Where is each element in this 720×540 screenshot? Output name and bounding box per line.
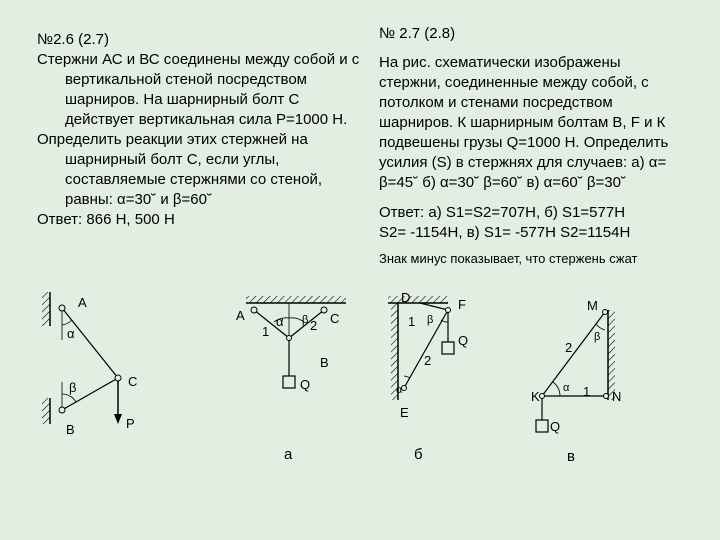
- angle-arc-beta: [62, 394, 76, 402]
- weight-Q-c: [536, 420, 548, 432]
- rod-D-F-b: [420, 303, 448, 310]
- hinge-B: [59, 407, 65, 413]
- label-E-b: E: [400, 405, 409, 420]
- figure-c: [531, 298, 621, 465]
- hinge-M-c: [603, 310, 608, 315]
- hinge-N-c: [604, 394, 609, 399]
- label-beta-a: β: [302, 314, 309, 326]
- label-Q-b: Q: [458, 333, 469, 348]
- angle-arc-alpha-c: [553, 382, 560, 396]
- label-K-c: K: [531, 389, 540, 404]
- label-F-b: F: [458, 297, 466, 312]
- label-alpha-c: α: [563, 382, 570, 394]
- hinge-F-b: [446, 308, 451, 313]
- label-A: A: [78, 295, 87, 310]
- weight-Q-a: [283, 376, 295, 388]
- figure-a: [236, 296, 346, 463]
- label-alpha: α: [67, 326, 75, 341]
- label-C-a: C: [330, 311, 340, 326]
- wall-hatch-bottom: [42, 398, 50, 424]
- hinge-C: [115, 375, 121, 381]
- angle-arc-alpha-b: [404, 376, 410, 378]
- label-Q-c: Q: [550, 419, 561, 434]
- label-alpha-b: α: [396, 384, 403, 396]
- rod-1-a: [254, 310, 289, 338]
- label-1-c: 1: [583, 384, 591, 399]
- label-C: C: [128, 374, 138, 389]
- label-M-c: M: [587, 298, 598, 313]
- label-1-a: 1: [262, 324, 270, 339]
- hinge-K-c: [540, 394, 545, 399]
- right-paragraph-1: На рис. схематически изображены стержни, соединенные между собой, с потолком и стенами посредством шарниров. К шарнирным болтам B, F и К подвешены грузы Q=1000 Н. Определить усилия (S) в стержнях для случаев: а) α= β=45˘ б) α=30˘ β=60˘ в) α=60˘ β=30˘: [379, 54, 669, 191]
- label-2-a: 2: [310, 318, 318, 333]
- left-title: №2.6 (2.7): [37, 31, 109, 48]
- rod-AC: [62, 308, 118, 378]
- ceiling-hatch-b: [388, 296, 448, 303]
- figure-2-6: [42, 292, 137, 437]
- label-N-c: N: [612, 389, 622, 404]
- wall-hatch-c: [608, 310, 615, 400]
- force-P-arrowhead: [114, 414, 122, 424]
- label-1-b: 1: [408, 314, 416, 329]
- label-2-b: 2: [424, 353, 432, 368]
- hinge-A: [59, 305, 65, 311]
- right-answer-line-2: S2= -1154Н, в) S1= -577Н S2=1154Н: [379, 224, 631, 241]
- label-P: P: [126, 416, 135, 431]
- right-note: Знак минус показывает, что стержень сжат: [379, 251, 638, 266]
- angle-arc-beta-c: [596, 324, 605, 330]
- hinge-A-a: [251, 307, 257, 313]
- left-paragraph-2: Определить реакции этих стержней на шарнирный болт С, если углы, составляемые стержнями со стеной, равны: α=30˘ и β=60˘: [37, 131, 323, 208]
- label-alpha-a: α: [276, 314, 284, 329]
- label-B-a: B: [320, 355, 329, 370]
- angle-arc-alpha: [62, 320, 72, 325]
- caption-a: а: [284, 446, 293, 463]
- wall-hatch-top: [42, 292, 50, 326]
- label-beta-b: β: [427, 314, 434, 326]
- label-A-a: A: [236, 308, 245, 323]
- label-beta-c: β: [594, 331, 601, 343]
- label-Q-a: Q: [300, 377, 311, 392]
- weight-Q-b: [442, 342, 454, 354]
- hinge-C-a: [321, 307, 327, 313]
- label-2-c: 2: [565, 340, 573, 355]
- right-answer-line-1: Ответ: а) S1=S2=707Н, б) S1=577Н: [379, 204, 626, 221]
- left-paragraph-1: Стержни АС и ВС соединены между собой и с вертикальной стеной посредством шарниров. На шарнирный болт С действует вертикальная сила Р=1000 Н.: [37, 51, 360, 128]
- left-answer: Ответ: 866 Н, 500 Н: [37, 211, 175, 228]
- ceiling-hatch-a: [246, 296, 346, 303]
- label-D-b: D: [401, 290, 411, 305]
- caption-c: в: [567, 448, 575, 465]
- right-title: № 2.7 (2.8): [379, 25, 456, 42]
- hinge-B-a: [287, 336, 292, 341]
- figure-b: [388, 290, 468, 463]
- label-beta: β: [69, 380, 77, 395]
- rod-2-c: [542, 312, 605, 396]
- caption-b: б: [414, 446, 423, 463]
- label-B: B: [66, 422, 75, 437]
